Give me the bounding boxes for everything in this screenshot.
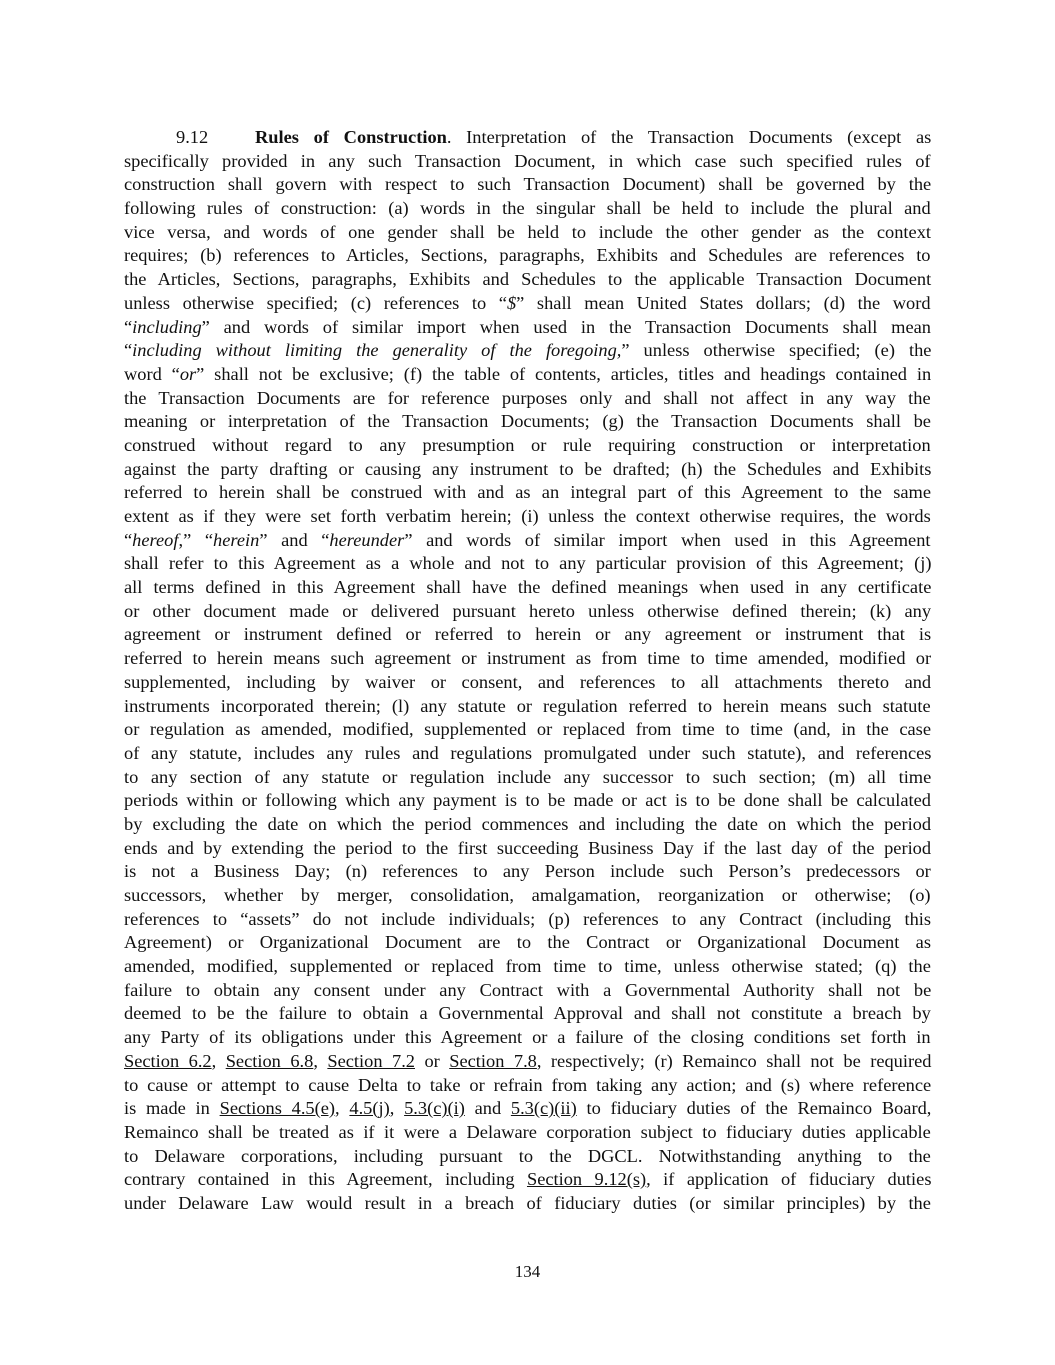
section-6-2-link[interactable]: Section 6.2 [124, 1050, 212, 1071]
body-line [124, 1050, 931, 1074]
body-line [124, 505, 931, 529]
section-4-5-j-link[interactable]: 4.5(j) [349, 1098, 390, 1119]
text-segment: to any section of any statute or regulation include any successor to such section; (m) all time [124, 766, 932, 787]
text-segment: shall refer to this Agreement as a whole and not to any particular provision of this Agreement; (j) [124, 553, 932, 574]
italic-term: including without limiting the generality of the foregoing, [132, 340, 622, 361]
body-line [124, 1002, 931, 1026]
body-line [124, 150, 931, 174]
text-segment: ” and “ [259, 529, 330, 550]
text-segment: referred to herein means such agreement or instrument as from time to time amended, modified or [124, 648, 932, 669]
body-line [124, 434, 931, 458]
body-line [124, 837, 931, 861]
body-line [124, 813, 931, 837]
text-segment: to fiduciary duties of the Remainco Board, [576, 1098, 932, 1119]
text-segment: . Interpretation of the Transaction Documents (except as [446, 127, 932, 147]
text-segment: deemed to be the failure to obtain a Governmental Approval and shall not constitute a breach by [124, 1003, 931, 1024]
text-segment: vice versa, and words of one gender shall be held to include the other gender as the context [124, 221, 932, 242]
text-segment: ends and by extending the period to the first succeeding Business Day if the last day of the period [124, 837, 932, 858]
body-line [124, 742, 931, 766]
text-segment: , [389, 1098, 405, 1119]
italic-term: herein [213, 529, 260, 550]
italic-term: including [132, 316, 202, 337]
text-segment: Remainco shall be treated as if it were a Delaware corporation subject to fiduciary duties applicable [124, 1121, 931, 1142]
body-line [124, 1097, 931, 1121]
body-line [124, 931, 931, 955]
text-segment: meaning or interpretation of the Transaction Documents; (g) the Transaction Documents shall be [124, 411, 931, 432]
body-line [124, 244, 931, 268]
text-segment: construction shall govern with respect to such Transaction Document) shall be governed by the [124, 174, 932, 195]
body-line [124, 410, 931, 434]
text-segment: ,” “ [178, 529, 214, 550]
body-line [124, 481, 931, 505]
text-segment: , [313, 1050, 328, 1071]
text-segment: failure to obtain any consent under any Contract with a Governmental Authority shall not be [124, 979, 932, 1000]
text-segment: “ [124, 529, 133, 550]
body-line [124, 671, 931, 695]
body-line [124, 529, 931, 553]
text-segment: , respectively; (r) Remainco shall not be required [536, 1050, 932, 1071]
body-line [124, 860, 931, 884]
body-line [124, 766, 931, 790]
section-6-8-link[interactable]: Section 6.8 [225, 1050, 314, 1071]
text-segment: , if application of fiduciary duties [646, 1169, 932, 1190]
text-segment: ” and words of similar import when used in the Transaction Documents shall mean [201, 316, 931, 337]
body-line [124, 268, 931, 292]
text-segment: ” unless otherwise specified; (e) the [621, 340, 932, 361]
body-line [124, 979, 931, 1003]
text-segment: or other document made or delivered pursuant hereto unless otherwise defined therein; (k) any [124, 600, 932, 621]
text-segment: word “ [124, 363, 180, 384]
body-line [124, 387, 931, 411]
body-line [124, 576, 931, 600]
text-segment: periods within or following which any payment is to be made or act is to be done shall be calculated [124, 790, 931, 811]
text-segment: instruments incorporated therein; (l) any statute or regulation referred to herein means such statute [124, 695, 931, 716]
body-line [124, 173, 931, 197]
text-segment: to Delaware corporations, including pursuant to the DGCL. Notwithstanding anything to the [124, 1145, 931, 1166]
body-line [124, 718, 931, 742]
text-segment: of any statute, includes any rules and regulations promulgated under such statute), and references [124, 742, 932, 763]
body-line [124, 1192, 931, 1216]
text-segment: ” shall mean United States dollars; (d) the word [516, 292, 931, 313]
italic-term: hereof [132, 529, 179, 550]
text-segment: agreement or instrument defined or referred to herein or any agreement or instrument that is [124, 624, 932, 645]
text-segment: and [464, 1098, 511, 1119]
text-segment: referred to herein shall be construed with and as an integral part of this Agreement to the same [124, 482, 932, 503]
text-segment: ” shall not be exclusive; (f) the table of contents, articles, titles and headings contained in [196, 363, 932, 384]
body-line [124, 908, 931, 932]
text-segment: requires; (b) references to Articles, Sections, paragraphs, Exhibits and Schedules are references to [124, 245, 931, 266]
text-segment: specifically provided in any such Transaction Document, in which case such specified rules of [124, 150, 931, 171]
text-segment: by excluding the date on which the period commences and including the date on which the period [124, 813, 932, 834]
section-7-2-link[interactable]: Section 7.2 [327, 1050, 415, 1071]
body-line [124, 600, 931, 624]
section-5-3-c-i-link[interactable]: 5.3(c)(i) [404, 1098, 465, 1119]
body-line [124, 458, 931, 482]
section-first-line [124, 126, 931, 150]
text-segment: , [211, 1050, 226, 1071]
body-line [124, 1168, 931, 1192]
text-segment: any Party of its obligations under this Agreement or a failure of the closing conditions set forth in [124, 1027, 931, 1048]
text-segment: “ [124, 316, 133, 337]
text-segment: or regulation as amended, modified, supplemented or replaced from time to time (and, in the case [124, 719, 931, 740]
italic-term: $ [506, 292, 517, 313]
text-segment: is made in [124, 1098, 220, 1119]
section-heading: Rules of Construction [255, 127, 447, 147]
body-line [124, 1145, 931, 1169]
text-segment: or [415, 1050, 450, 1071]
body-line [124, 221, 931, 245]
italic-term: hereunder [329, 529, 405, 550]
text-segment: ” and words of similar import when used in this Agreement [404, 529, 931, 550]
body-line [124, 647, 931, 671]
text-segment: construed without regard to any presumption or rule requiring construction or interpretation [124, 434, 931, 455]
text-segment: against the party drafting or causing any instrument to be drafted; (h) the Schedules and Exhibits [124, 458, 932, 479]
text-segment: following rules of construction: (a) words in the singular shall be held to include the plural and [124, 198, 931, 219]
text-segment: extent as if they were set forth verbatim herein; (i) unless the context otherwise requires, the words [124, 506, 931, 526]
body-line [124, 695, 931, 719]
text-segment: all terms defined in this Agreement shall have the defined meanings when used in any certificate [124, 577, 932, 598]
italic-term: or [179, 363, 197, 384]
section-number: 9.12 [176, 127, 209, 147]
text-segment: amended, modified, supplemented or replaced from time to time, unless otherwise stated; (q) the [124, 956, 931, 977]
text-segment: , [335, 1098, 350, 1119]
body-line [124, 363, 931, 387]
body-line [124, 1074, 931, 1098]
body-line [124, 1026, 931, 1050]
body-line [124, 1121, 931, 1145]
text-segment: unless otherwise specified; (c) references to “ [124, 292, 507, 313]
text-segment: successors, whether by merger, consolidation, amalgamation, reorganization or otherwise; (o) [124, 885, 931, 905]
text-segment: supplemented, including by waiver or consent, and references to all attachments thereto and [124, 671, 932, 692]
body-line [124, 623, 931, 647]
section-9-12-s-link[interactable]: Section 9.12(s) [526, 1169, 647, 1190]
section-9-12 [124, 126, 931, 1216]
text-segment: the Articles, Sections, paragraphs, Exhibits and Schedules to the applicable Transaction Document [124, 269, 932, 290]
sections-4-5-e-link[interactable]: Sections 4.5(e) [219, 1098, 336, 1119]
text-segment: to cause or attempt to cause Delta to take or refrain from taking any action; and (s) where reference [124, 1074, 932, 1095]
section-5-3-c-ii-link[interactable]: 5.3(c)(ii) [510, 1098, 577, 1119]
body-line [124, 552, 931, 576]
section-7-8-link[interactable]: Section 7.8 [449, 1050, 537, 1071]
text-segment: Agreement) or Organizational Document are to the Contract or Organizational Document as [124, 932, 931, 953]
body-line [124, 884, 931, 908]
page-number: 134 [514, 1262, 541, 1281]
text-segment: under Delaware Law would result in a breach of fiduciary duties (or similar principles) by the [124, 1192, 931, 1213]
text-segment: references to “assets” do not include individuals; (p) references to any Contract (including this [124, 908, 932, 929]
body-line [124, 955, 931, 979]
text-segment: contrary contained in this Agreement, including [124, 1169, 527, 1190]
body-line [124, 292, 931, 316]
text-segment: “ [124, 340, 133, 361]
body-line [124, 197, 931, 221]
text-segment: the Transaction Documents are for reference purposes only and shall not affect in any way the [124, 387, 931, 408]
body-line [124, 789, 931, 813]
text-segment: is not a Business Day; (n) references to any Person include such Person’s predecessors or [124, 861, 931, 882]
body-line [124, 316, 931, 340]
body-line [124, 339, 931, 363]
